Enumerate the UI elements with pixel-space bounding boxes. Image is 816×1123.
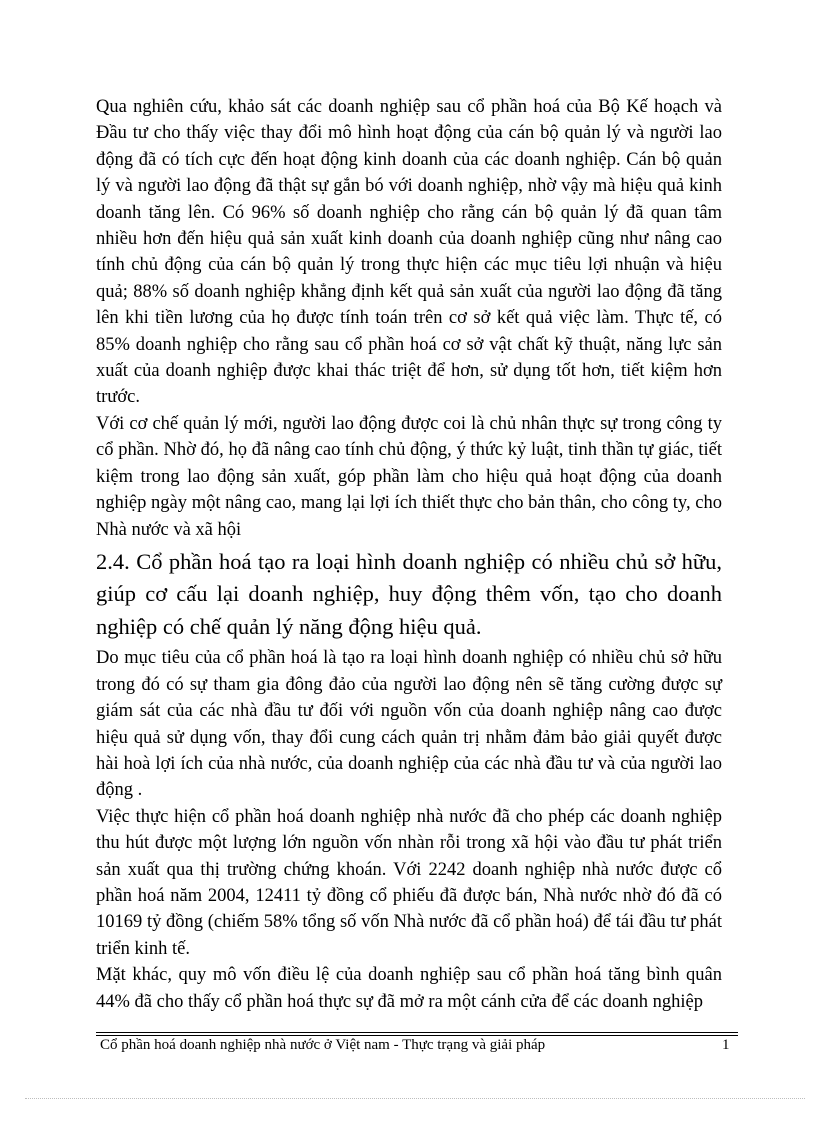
paragraph-charter-capital: Mặt khác, quy mô vốn điều lệ của doanh nghiệp sau cổ phần hoá tăng bình quân 44% đã cho thấy cổ phần hoá thực sự đã mở ra một cánh cửa để các doanh nghiệp <box>96 965 722 1012</box>
paragraph-equitization-goal: Do mục tiêu của cổ phần hoá là tạo ra loại hình doanh nghiệp có nhiều chủ sở hữu trong đó có sự tham gia đông đảo của người lao động nên sẽ tăng cường được sự giám sát của các nhà đầu tư đối với nguồn vốn của doanh nghiệp nâng cao được hiệu quả sử dụng vốn, thay đổi cung cách quản trị nhằm đảm bảo giải quyết được hài hoà lợi ích của nhà nước, của doanh nghiệp của các nhà đầu tư và của người lao động . <box>96 648 722 801</box>
paragraph-capital-mobilization: Việc thực hiện cổ phần hoá doanh nghiệp nhà nước đã cho phép các doanh nghiệp thu hút được một lượng lớn nguồn vốn nhàn rỗi trong xã hội vào đầu tư phát triển sản xuất qua thị trường chứng khoán. Với 2242 doanh nghiệp nhà nước được cổ phần hoá năm 2004, 12411 tỷ đồng cổ phiếu đã được bán, Nhà nước nhờ đó đã có 10169 tỷ đồng (chiếm 58% tổng số vốn Nhà nước đã cổ phần hoá) để tái đầu tư phát triển kinh tế. <box>96 806 722 959</box>
footer-divider-thick <box>96 1032 738 1033</box>
document-body <box>96 94 722 1015</box>
page-bottom-border <box>25 1098 805 1099</box>
footer-title: Cổ phần hoá doanh nghiệp nhà nước ở Việt nam - Thực trạng và giải pháp <box>100 1037 546 1053</box>
paragraph-new-management: Với cơ chế quản lý mới, người lao động được coi là chủ nhân thực sự trong công ty cổ phần. Nhờ đó, họ đã nâng cao tính chủ động, ý thức kỷ luật, tinh thần tự giác, tiết kiệm trong lao động sản xuất, góp phần làm cho hiệu quả hoạt động của doanh nghiệp ngày một nâng cao, mang lại lợi ích thiết thực cho bản thân, cho công ty, cho Nhà nước và xã hội <box>96 413 722 540</box>
section-heading-2-4: 2.4. Cổ phần hoá tạo ra loại hình doanh nghiệp có nhiều chủ sở hữu, giúp cơ cấu lại doanh nghiệp, huy động thêm vốn, tạo cho doanh nghiệp có chế quản lý năng động hiệu quả. <box>96 548 722 639</box>
paragraph-survey-results: Qua nghiên cứu, khảo sát các doanh nghiệp sau cổ phần hoá của Bộ Kế hoạch và Đầu tư cho thấy việc thay đổi mô hình hoạt động của cán bộ quản lý và người lao động đã có tích cực đến hoạt động kinh doanh của các doanh nghiệp. Cán bộ quản lý và người lao động đã thật sự gắn bó với doanh nghiệp, nhờ vậy mà hiệu quả kinh doanh tăng lên. Có 96% số doanh nghiệp cho rằng cán bộ quản lý đã quan tâm nhiều hơn đến hiệu quả sản xuất kinh doanh của doanh nghiệp cũng như nâng cao tính chủ động của cán bộ quản lý trong thực hiện các mục tiêu lợi nhuận và hiệu quả; 88% số doanh nghiệp khẳng định kết quả sản xuất của người lao động đã tăng lên khi tiền lương của họ được tính toán trên cơ sở kết quả việc làm. Thực tế, có 85% doanh nghiệp cho rằng sau cổ phần hoá cơ sở vật chất kỹ thuật, năng lực sản xuất của doanh nghiệp được khai thác triệt để hơn, sử dụng tốt hơn, tiết kiệm hơn trước. <box>96 97 722 408</box>
page-number: 1 <box>722 1037 730 1053</box>
